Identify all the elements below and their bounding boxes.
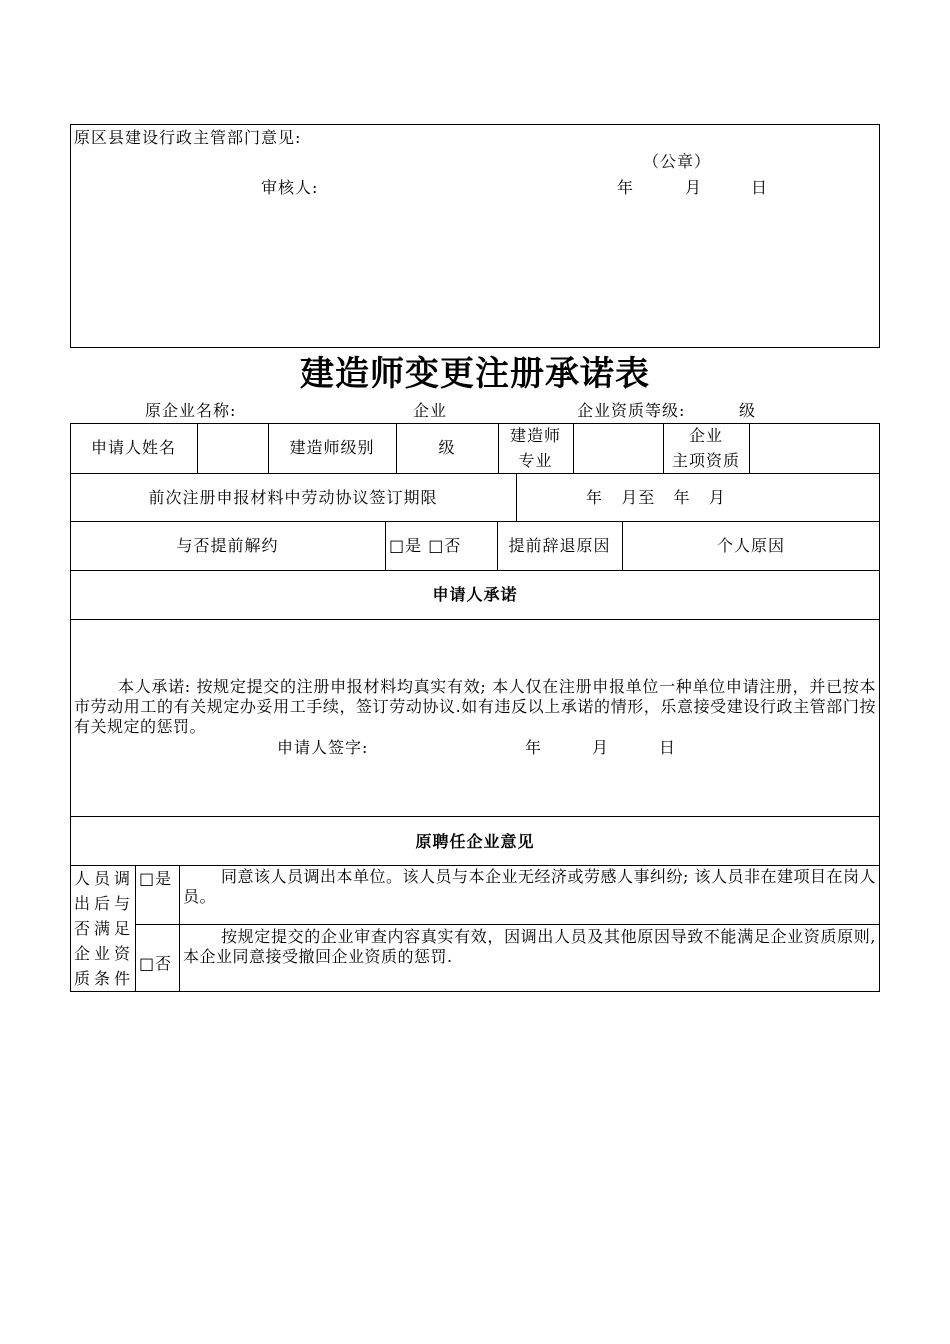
- agreement-period-value: [586, 488, 726, 508]
- side-label-line: 否满足: [74, 919, 135, 938]
- row-divider: [70, 816, 880, 817]
- agreement-period-label: 前次注册申报材料中劳动协议签订期限: [148, 488, 438, 507]
- cell-divider: [197, 423, 198, 473]
- builder-level-label: 建造师级别: [289, 438, 375, 457]
- qualification-level-label: 企业资质等级:: [577, 401, 686, 420]
- dismissal-reason-label: 提前辞退原因: [508, 536, 611, 555]
- date-year: 年: [617, 178, 635, 197]
- cell-divider: [135, 865, 136, 992]
- early-termination-options: □是 □否: [389, 536, 462, 555]
- cell-divider: [385, 521, 386, 570]
- date-month: 月: [685, 178, 703, 197]
- reviewer-label: 审核人:: [261, 178, 319, 197]
- employer-yes-text: 同意该人员调出本单位。该人员与本企业无经济或劳感人事纠纷; 该人员非在建项目在岗人员。: [183, 867, 876, 906]
- side-label-line: 出后与: [74, 894, 135, 913]
- commitment-date-month: 月: [592, 738, 610, 757]
- company-main-qual-line1: 企业: [688, 426, 723, 445]
- early-termination-label: 与否提前解约: [176, 536, 279, 555]
- commitment-text: 本人承诺: 按规定提交的注册申报材料均真实有效; 本人仅在注册申报单位一种单位申请注册，并已按本市劳动用工的有关规定办妥用工手续，签订劳动协议.如有违反以上承诺的情形，乐意接受建设行政主管部门按有关规定的惩罚。: [74, 677, 876, 736]
- employer-opinion-heading: 原聘任企业意见: [415, 832, 535, 851]
- former-company-label: 原企业名称:: [145, 401, 237, 420]
- county-opinion-label: 原区县建设行政主管部门意见:: [74, 128, 302, 147]
- builder-level-suffix: 级: [438, 438, 456, 457]
- row-divider: [70, 619, 880, 620]
- cell-divider: [749, 423, 750, 473]
- applicant-signature-label: 申请人签字:: [277, 738, 369, 757]
- page-title: 建造师变更注册承诺表: [300, 354, 650, 394]
- employer-no-checkbox[interactable]: □否: [139, 954, 173, 973]
- row-divider: [70, 865, 880, 866]
- applicant-name-label: 申请人姓名: [90, 438, 176, 457]
- side-label-line: 人员调: [74, 869, 135, 888]
- commitment-date-year: 年: [525, 738, 543, 757]
- qualification-level-suffix: 级: [739, 401, 757, 420]
- builder-major-label-line2: 专业: [518, 451, 553, 470]
- row-divider: [70, 570, 880, 571]
- employer-yes-checkbox[interactable]: □是: [139, 869, 173, 888]
- employer-no-text: 按规定提交的企业审查内容真实有效，因调出人员及其他原因导致不能满足企业资质原则,本企业同意接受撤回企业资质的惩罚.: [183, 927, 876, 966]
- former-company-suffix: 企业: [413, 401, 448, 420]
- county-opinion-box: [70, 124, 880, 348]
- builder-major-label-line1: 建造师: [509, 426, 561, 445]
- dismissal-reason-value: 个人原因: [716, 536, 785, 555]
- commitment-date-day: 日: [659, 738, 677, 757]
- side-label-line: 质条件: [74, 969, 135, 988]
- row-divider: [135, 924, 880, 925]
- cell-divider: [573, 423, 574, 473]
- commitment-heading: 申请人承诺: [432, 585, 518, 604]
- date-day: 日: [751, 178, 769, 197]
- company-main-qual-line2: 主项资质: [671, 451, 740, 470]
- row-divider: [70, 521, 880, 522]
- seal-label: （公章）: [643, 152, 712, 171]
- side-label-line: 企业资: [74, 944, 135, 963]
- row-divider: [70, 473, 880, 474]
- period-text: 年 月至 年 月: [586, 488, 726, 507]
- cell-divider: [516, 473, 517, 521]
- cell-divider: [179, 865, 180, 992]
